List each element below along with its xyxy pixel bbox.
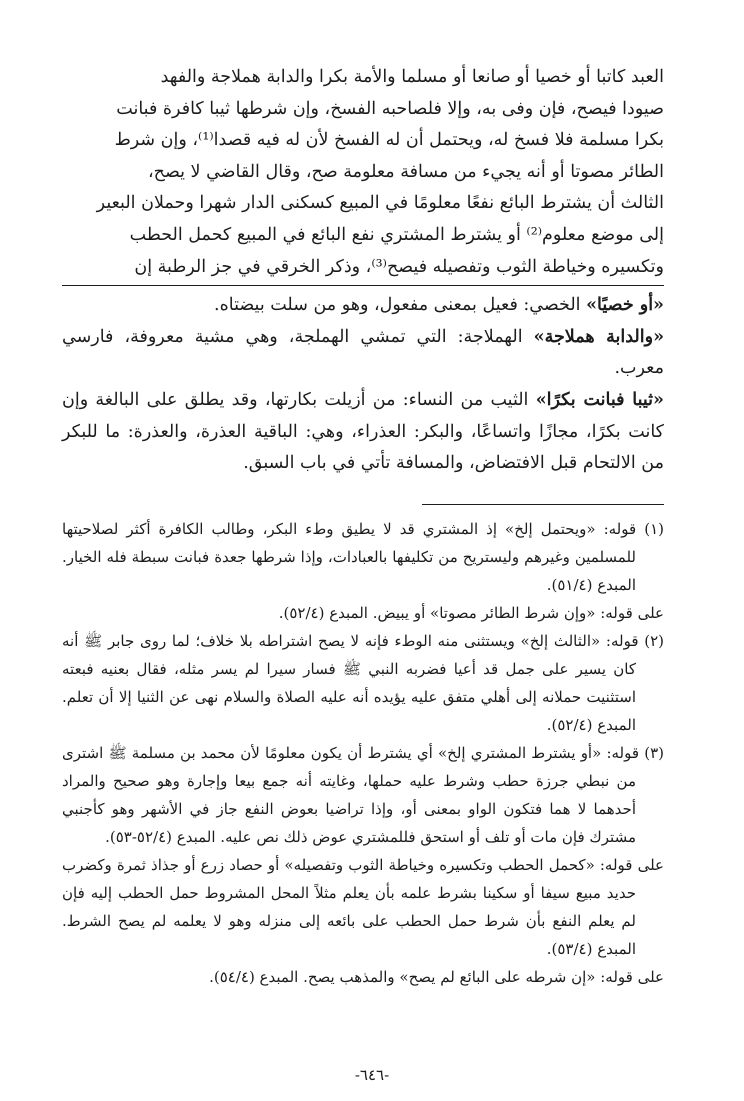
gloss-entry xyxy=(62,322,664,385)
gloss-text: الهملاجة: التي تمشي الهملجة، وهي مشية معروفة، فارسي معرب. xyxy=(62,326,664,379)
gloss-head: «أو خصيًا» xyxy=(586,295,664,316)
main-line: وتكسيره وخياطة الثوب وتفصيله فيصح⁽³⁾، وذكر الخرقي في جز الرطبة إن xyxy=(134,256,664,277)
page-body xyxy=(62,62,664,991)
main-line: العبد كاتبا أو خصيا أو صانعا أو مسلما والأمة بكرا والدابة هملاجة والفهد xyxy=(160,67,664,87)
gloss-text: الثيب من النساء: من أزيلت بكارتها، وقد يطلق على البالغة وإن كانت بكرًا، مجازًا واتساعًا، والبكر: العذراء، وهي: الباقية العذرة، والعذرة: ما للبكر من الالتحام قبل الافتضاض، والمسافة تأتي في باب السبق. xyxy=(62,389,664,474)
gloss-entry xyxy=(62,290,664,322)
footnote: (١) قوله: «ويحتمل إلخ» إذ المشتري قد لا يطيق وطء البكر، وطالب الكافرة أكثر لصلاحيتها للمسلمين وغيرهم وليستريح من تكليفها بالعبادات، وإذا شرطها جعدة فبانت سبطة فله الخيار. المبدع (٥١/٤). xyxy=(62,519,664,594)
main-line: إلى موضع معلوم⁽²⁾ أو يشترط المشتري نفع البائع في المبيع كحمل الحطب xyxy=(129,224,664,245)
page-number: -٦٤٦- xyxy=(354,1066,390,1084)
footnote: (٣) قوله: «أو يشترط المشتري إلخ» أي يشترط أن يكون معلومًا لأن محمد بن مسلمة ﷺ اشترى من نبطي جرزة حطب وشرط عليه حملها، وغايته أنه جمع بيعا وإجارة وهو صحيح والمراد أحدهما لا هما فتكون الواو بمعنى أو، وإذا تراضيا بعوض النفع جاز في الأشهر وهو كأجنبي مشترك فإن مات أو تلف أو استحق فللمشتري عوض ذلك نص عليه. المبدع (٥٢/٤-٥٣). xyxy=(62,743,664,846)
footnote-remark: على قوله: «كحمل الحطب وتكسيره وخياطة الثوب وتفصيله» أو حصاد زرع أو جذاذ ثمرة وكضرب حديد مبيع سيفا أو سكينا بشرط علمه بأن يعلم مثلاً المحل المشروط حمل الحطب إليه فإن لم يعلم النفع بأن شرط حمل الحطب على بائعه إلى منزله وهو لا يعلمه لم يصح الشرط. المبدع (٥٣/٤). xyxy=(62,855,664,958)
footnotes-section xyxy=(62,515,664,991)
footnote-remark: على قوله: «إن شرطه على البائع لم يصح» والمذهب يصح. المبدع (٥٤/٤). xyxy=(209,967,664,986)
main-text-divider xyxy=(62,285,664,286)
gloss-head: «والدابة هملاجة» xyxy=(533,326,665,347)
main-line: الطائر مصوتا أو أنه يجيء من مسافة معلومة صح، وقال القاضي لا يصح، xyxy=(148,161,664,182)
footnote-divider xyxy=(422,504,664,505)
glossary-section xyxy=(62,290,664,480)
gloss-entry xyxy=(62,385,664,480)
footnote: (٢) قوله: «الثالث إلخ» ويستثنى منه الوطء فإنه لا يصح اشتراطه بلا خلاف؛ لما روى جابر ﷺ أنه كان يسير على جمل قد أعيا فضربه النبي ﷺ فسار سيرا لم يسر مثله، فقال بعنيه فبعته استثنيت حملانه إلى أهلي متفق عليه يؤيده أنه عليه الصلاة والسلام نهى عن الثنيا إلا أن تعلم. المبدع (٥٢/٤). xyxy=(62,631,664,734)
gloss-head: «ثيبا فبانت بكرًا» xyxy=(535,389,664,410)
main-line: صيودا فيصح، فإن وفى به، وإلا فلصاحبه الفسخ، وإن شرطها ثيبا كافرة فبانت xyxy=(116,98,664,119)
main-line: الثالث أن يشترط البائع نفعًا معلومًا في المبيع كسكنى الدار شهرا وحملان البعير xyxy=(96,193,664,214)
gloss-text: الخصي: فعيل بمعنى مفعول، وهو من سلت بيضتاه. xyxy=(214,295,587,316)
main-line: بكرا مسلمة فلا فسخ له، ويحتمل أن له الفسخ لأن له فيه قصدا⁽¹⁾، وإن شرط xyxy=(114,130,664,151)
main-text xyxy=(62,62,664,283)
footnote-remark: على قوله: «وإن شرط الطائر مصوتا» أو يبيض. المبدع (٥٢/٤). xyxy=(278,603,664,622)
